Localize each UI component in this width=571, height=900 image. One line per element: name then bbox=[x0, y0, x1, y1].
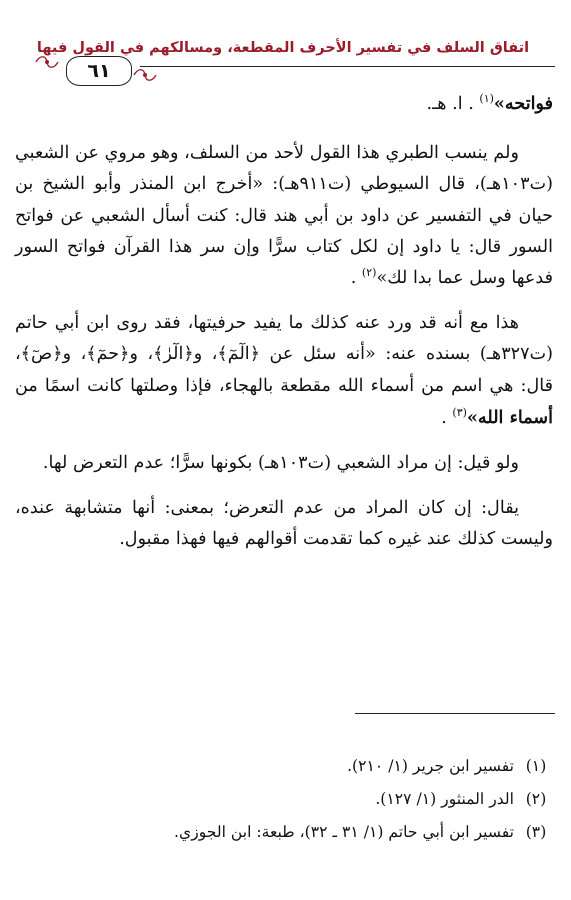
footnote-number: (١) bbox=[525, 757, 547, 775]
footnote-ref[interactable]: (١) bbox=[479, 92, 494, 106]
footnote-number: (٢) bbox=[525, 790, 547, 808]
flourish-ornament-icon bbox=[34, 53, 60, 71]
footnote-text: تفسير ابن أبي حاتم (١/ ٣١ ـ ٣٢)، طبعة: ابن الجوزي. bbox=[174, 823, 515, 841]
footnotes bbox=[15, 750, 553, 849]
paragraph-end: . bbox=[350, 268, 362, 289]
page-number: ٦١ bbox=[66, 56, 132, 86]
paragraph-text: يقال: إن كان المراد من عدم التعرض؛ بمعنى: أنها متشابهة عنده، وليست كذلك عند غيره كما تقدمت أقوالهم فيها فهذا مقبول. bbox=[15, 498, 553, 550]
footnote-text: تفسير ابن جرير (١/ ٢١٠). bbox=[347, 757, 515, 775]
paragraph bbox=[15, 448, 553, 479]
paragraph bbox=[15, 138, 553, 294]
footnote-ref[interactable]: (٢) bbox=[361, 266, 377, 280]
quote-end-words: أسماء الله» bbox=[466, 406, 553, 428]
paragraph-text: هذا مع أنه قد ورد عنه كذلك ما يفيد حرفيتها، فقد روى ابن أبي حاتم (ت٣٢٧هـ) بسنده عنه: «أنه سئل عن ﴿الٓمٓ﴾، و﴿الٓرٰ﴾، و﴿حمٓ﴾، و﴿صٓ﴾، قال: هي اسم من أسماء الله مقطعة بالهجاء، فإذا وصلتها كانت اسمًا من bbox=[15, 313, 553, 396]
footnote-number: (٣) bbox=[525, 823, 547, 841]
paragraph-text: ولم ينسب الطبري هذا القول لأحد من السلف، وهو مروي عن الشعبي (ت١٠٣هـ)، قال السيوطي (ت٩١١هـ): «أخرج ابن المنذر وأبو الشيخ بن حيان في التفسير عن داود بن أبي هند قال: كنت أسأل الشعبي عن فواتح السور قال: يا داود إن لكل كتاب سرًّا وإن سر هذا القرآن فواتح السور فدعها وسل عما بدا لك» bbox=[15, 143, 554, 289]
footnote-item bbox=[15, 783, 553, 816]
paragraph-text: . ا. هـ. bbox=[426, 94, 480, 114]
paragraph bbox=[15, 308, 553, 434]
paragraph-text: ولو قيل: إن مراد الشعبي (ت١٠٣هـ) بكونها سرًّا؛ عدم التعرض لها. bbox=[42, 453, 519, 474]
running-title: اتفاق السلف في تفسير الأحرف المقطعة، ومسالكهم في القول فيها bbox=[36, 40, 530, 56]
footnote-item bbox=[15, 816, 553, 849]
page-header bbox=[0, 0, 571, 100]
paragraph-continuation bbox=[15, 88, 553, 120]
footnote-divider bbox=[355, 713, 555, 714]
footnote-ref[interactable]: (٣) bbox=[452, 405, 467, 419]
paragraph-end: . bbox=[441, 407, 453, 428]
paragraph bbox=[15, 493, 553, 555]
header-rule bbox=[140, 66, 555, 67]
footnote-item bbox=[15, 750, 553, 783]
flourish-ornament-icon bbox=[132, 66, 158, 84]
footnote-text: الدر المنثور (١/ ١٢٧). bbox=[375, 790, 515, 808]
main-text bbox=[15, 88, 553, 556]
quote-end-word: فواتحه» bbox=[493, 93, 553, 114]
